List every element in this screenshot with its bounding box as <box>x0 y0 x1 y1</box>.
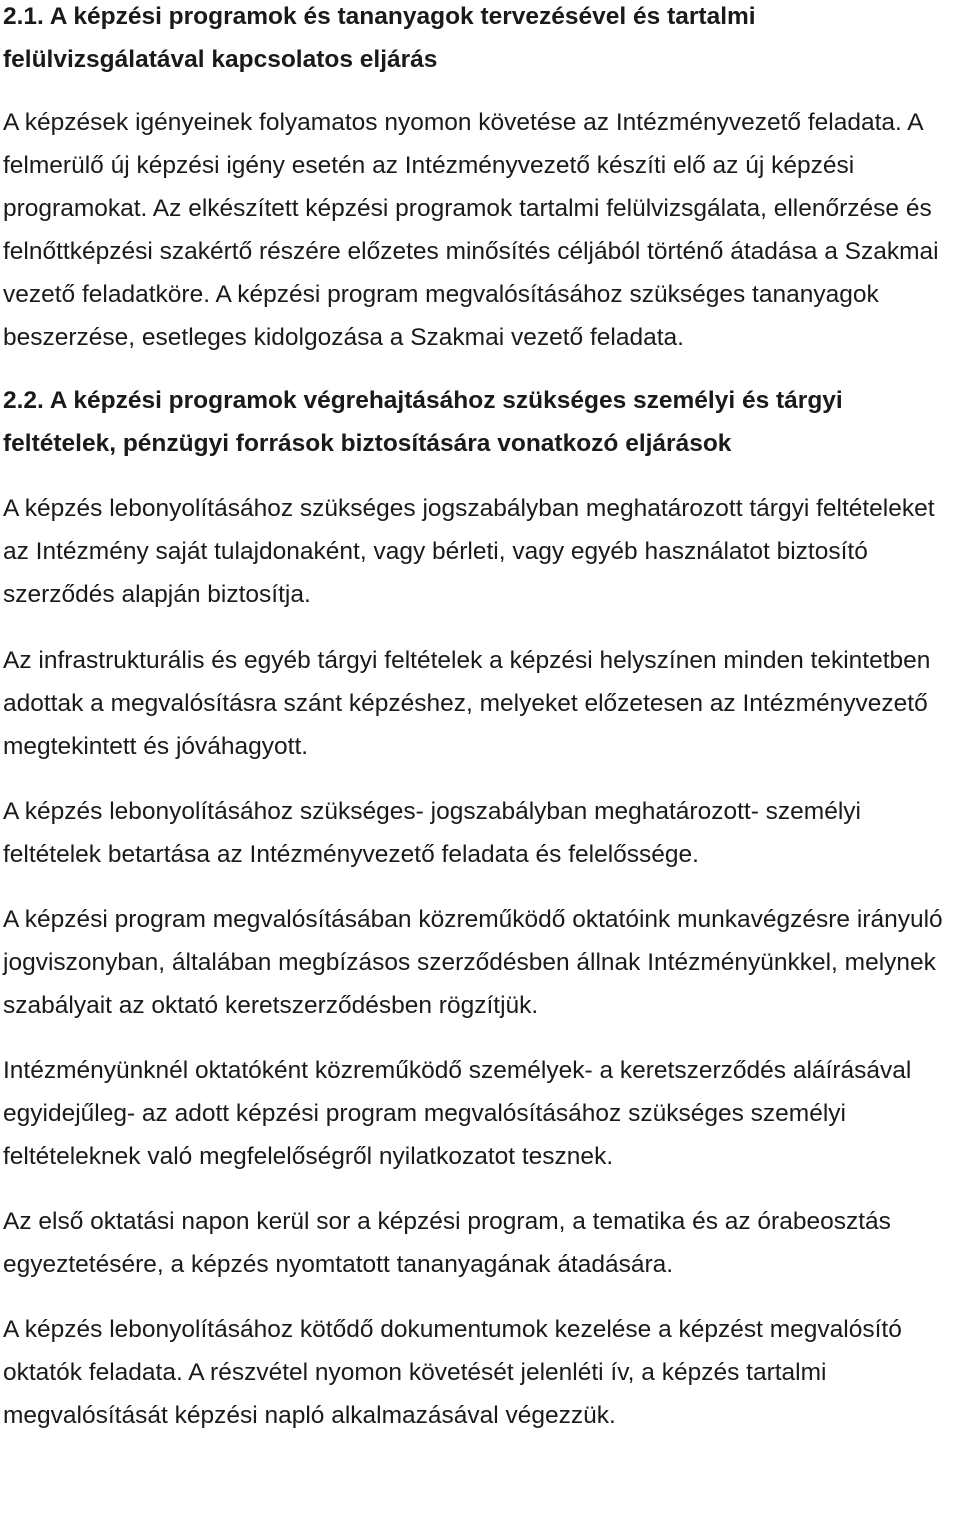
section-2-2-heading: 2.2. A képzési programok végrehajtásához szükséges személyi és tárgyi feltételek, pénzügyi források biztosítására vonatkozó eljárások <box>3 387 843 457</box>
section-2-2-paragraph-1: A képzés lebonyolításához szükséges jogszabályban meghatározott tárgyi feltételeket az Intézmény saját tulajdonaként, vagy bérleti, vagy egyéb használatot biztosító szerződés alapján biztosítja. <box>3 495 935 608</box>
section-2-1-heading: 2.1. A képzési programok és tananyagok tervezésével és tartalmi felülvizsgálatával kapcsolatos eljárás <box>3 3 756 73</box>
section-2-2-paragraph-6: Az első oktatási napon kerül sor a képzési program, a tematika és az órabeosztás egyeztetésére, a képzés nyomtatott tananyagának átadására. <box>3 1208 891 1278</box>
section-2-2-paragraph-7: A képzés lebonyolításához kötődő dokumentumok kezelése a képzést megvalósító oktatók feladata. A részvétel nyomon követését jelenléti ív, a képzés tartalmi megvalósítását képzési napló alkalmazásával végezzük. <box>3 1316 902 1429</box>
section-2-2-paragraph-5: Intézményünknél oktatóként közreműködő személyek- a keretszerződés aláírásával egyidejűleg- az adott képzési program megvalósításához szükséges személyi feltételeknek való megfelelőségről nyilatkozatot tesznek. <box>3 1057 912 1170</box>
section-2-1-paragraph: A képzések igényeinek folyamatos nyomon követése az Intézményvezető feladata. A felmerülő új képzési igény esetén az Intézményvezető készíti elő az új képzési programokat. Az elkészített képzési programok tartalmi felülvizsgálata, ellenőrzése és felnőttképzési szakértő részére előzetes minősítés céljából történő átadása a Szakmai vezető feladatköre. A képzési program megvalósításához szükséges tananyagok beszerzése, esetleges kidolgozása a Szakmai vezető feladata. <box>3 109 939 351</box>
section-2-2-paragraph-2: Az infrastrukturális és egyéb tárgyi feltételek a képzési helyszínen minden tekintetben adottak a megvalósításra szánt képzéshez, melyeket előzetesen az Intézményvezető megtekintett és jóváhagyott. <box>3 647 931 760</box>
section-2-2-paragraph-4: A képzési program megvalósításában közreműködő oktatóink munkavégzésre irányuló jogviszonyban, általában megbízásos szerződésben állnak Intézményünkkel, melynek szabályait az oktató keretszerződésben rögzítjük. <box>3 906 943 1019</box>
document-page <box>3 0 957 1437</box>
section-2-2-paragraph-3: A képzés lebonyolításához szükséges- jogszabályban meghatározott- személyi feltételek betartása az Intézményvezető feladata és felelőssége. <box>3 798 861 868</box>
